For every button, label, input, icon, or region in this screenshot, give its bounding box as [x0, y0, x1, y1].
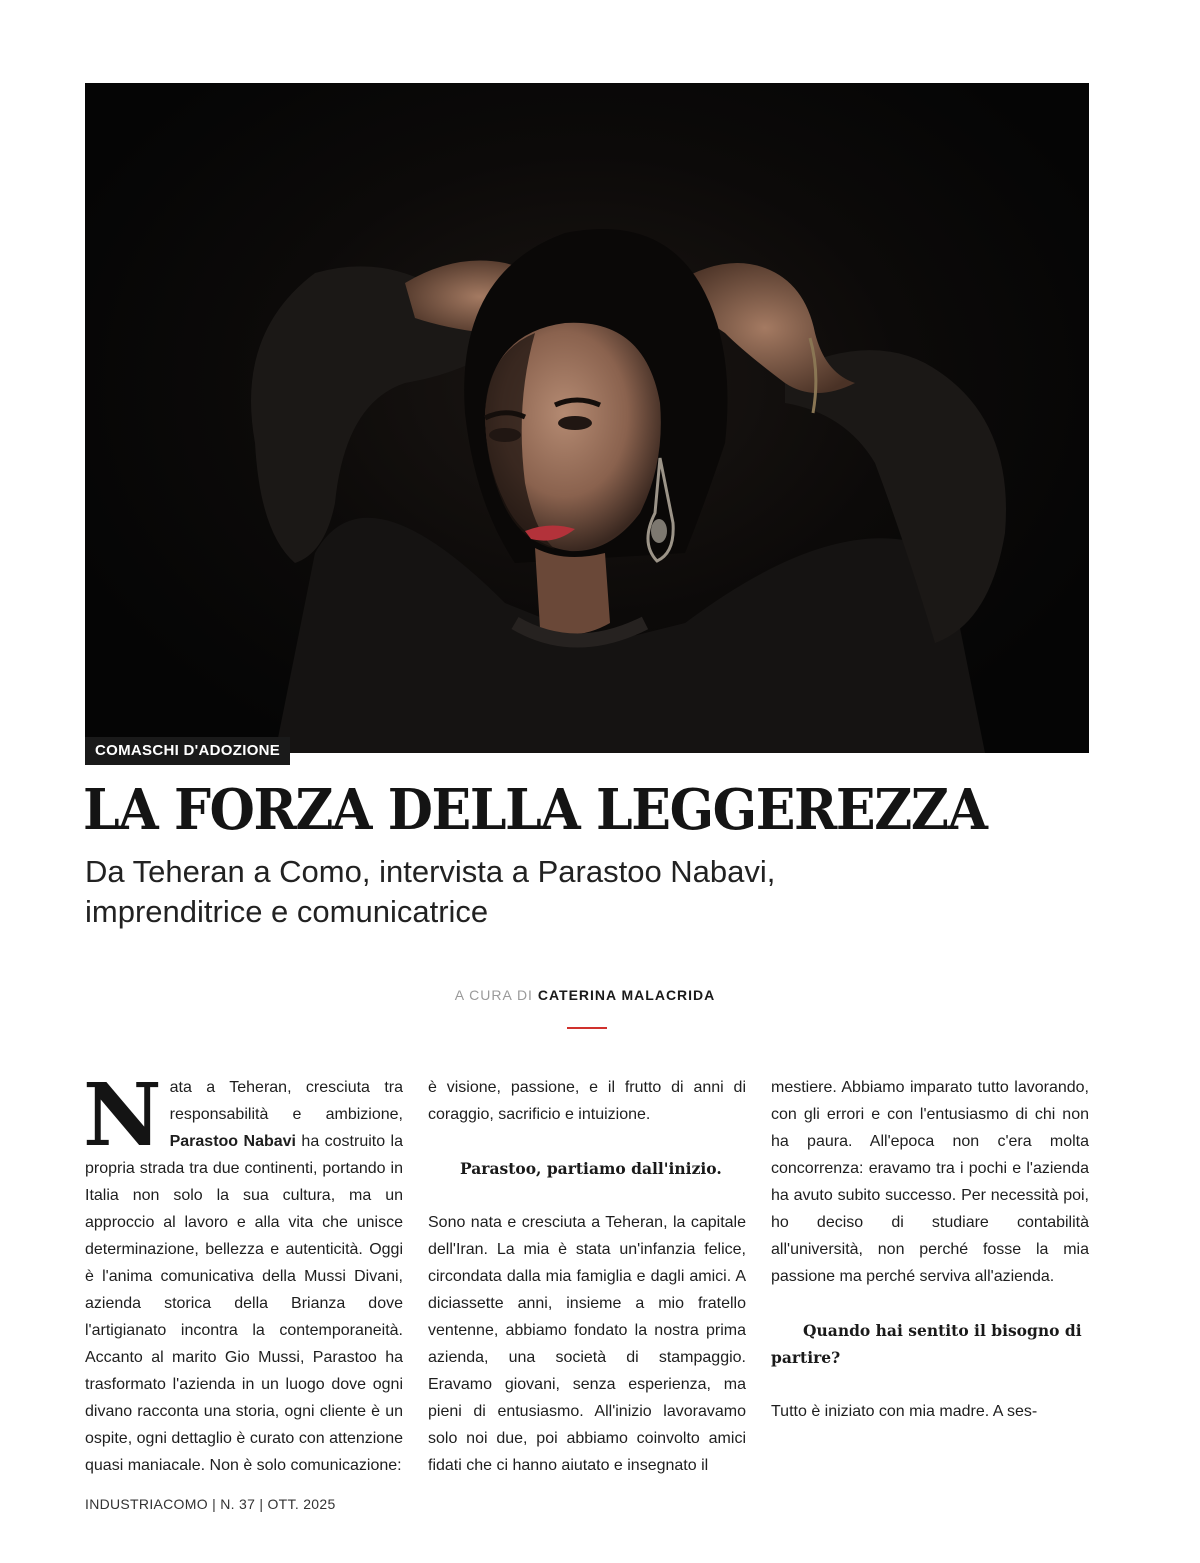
interview-question: Parastoo, partiamo dall'inizio. — [460, 1159, 722, 1178]
paragraph-gap — [771, 1371, 1089, 1398]
interviewee-name: Parastoo Nabavi — [169, 1133, 296, 1150]
subtitle-line: imprenditrice e comunicatrice — [85, 894, 489, 929]
section-kicker: COMASCHI D'ADOZIONE — [85, 737, 290, 765]
drop-cap: N — [83, 1065, 162, 1166]
paragraph-gap — [428, 1182, 746, 1209]
byline-divider — [567, 1027, 607, 1029]
article-subtitle — [85, 852, 985, 932]
interview-answer: Sono nata e cresciuta a Teheran, la capitale dell'Iran. La mia è stata un'infanzia felice, circondata dalla mia famiglia e dagli amici. A diciassette anni, insieme a mio fratello ventenne, abbiamo fondato la nostra prima azienda, una società di stampaggio. Eravamo giovani, senza esperienza, ma pieni di entusiasmo. All'inizio lavoravamo solo noi due, poi abbiamo coinvolto amici fidati che ci hanno aiutato e insegnato il — [428, 1214, 746, 1474]
hero-photo — [85, 83, 1089, 753]
intro-text-a: ata a Teheran, cresciuta tra responsabilità e ambizione, — [169, 1079, 403, 1123]
byline-prefix: A CURA DI — [454, 987, 533, 1003]
page-footer: INDUSTRIACOMO | N. 37 | OTT. 2025 — [85, 1496, 336, 1512]
byline-author: CATERINA MALACRIDA — [537, 987, 716, 1003]
intro-continuation: è visione, passione, e il frutto di anni di coraggio, sacrificio e intuizione. — [428, 1079, 746, 1123]
paragraph-gap — [428, 1128, 746, 1155]
byline — [0, 987, 1170, 1003]
subtitle-line: Da Teheran a Como, intervista a Parastoo Nabavi, — [85, 854, 776, 889]
intro-paragraph — [83, 1065, 403, 1479]
article-column-3 — [771, 1074, 1089, 1425]
interview-answer: Tutto è iniziato con mia madre. A ses- — [771, 1403, 1038, 1420]
interview-answer-continuation: mestiere. Abbiamo imparato tutto lavorando, con gli errori e con l'entusiasmo di chi non ha paura. All'epoca non c'era molta concorrenza: eravamo tra i pochi e l'azienda ha avuto subito successo. Per necessità poi, ho deciso di studiare contabilità all'università, non perché fosse la mia passione ma perché serviva all'azienda. — [771, 1079, 1089, 1285]
article-column-1 — [83, 1065, 403, 1479]
article-column-2 — [428, 1074, 746, 1479]
interview-question: Quando hai sentito il bisogno di partire? — [771, 1321, 1082, 1367]
intro-text-b: ha costruito la propria strada tra due continenti, portando in Italia non solo la sua cultura, ma un approccio al lavoro e alla vita che unisce determinazione, bellezza e autenticità. Oggi è l'anima comunicativa della Mussi Divani, azienda storica della Brianza dove l'artigianato incontra la contemporaneità. Accanto al marito Gio Mussi, Parastoo ha trasformato l'azienda in un luogo dove ogni divano racconta una storia, ogni cliente è un ospite, ogni dettaglio è curato con attenzione quasi maniacale. Non è solo comunicazione: — [85, 1133, 403, 1474]
article-title: LA FORZA DELLA LEGGEREZZA — [83, 777, 987, 843]
paragraph-gap — [771, 1290, 1089, 1317]
